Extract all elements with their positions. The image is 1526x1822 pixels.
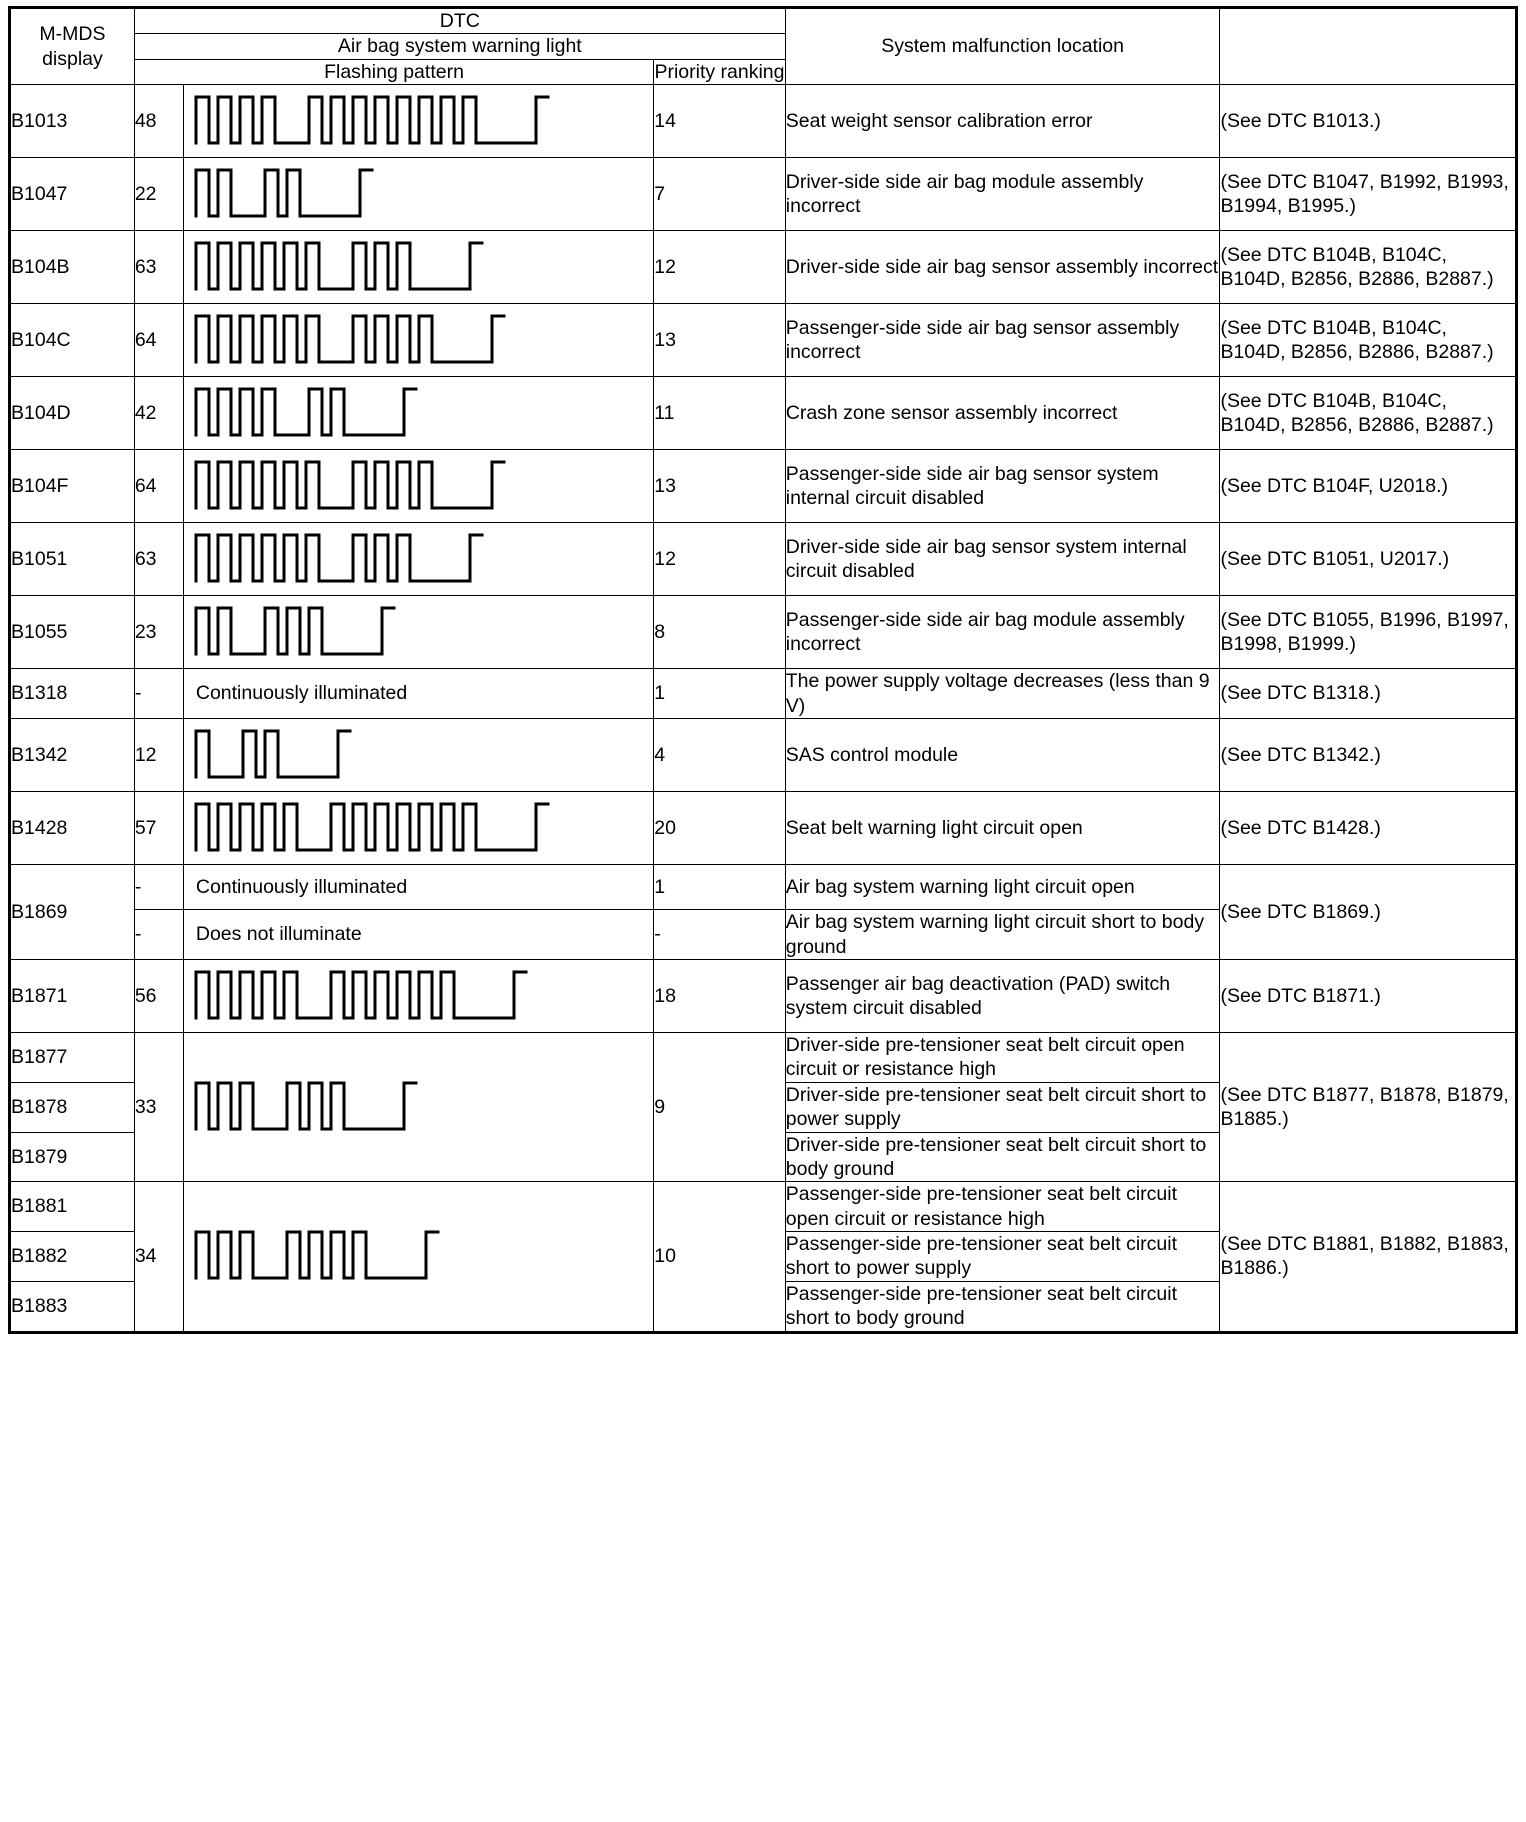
table-row xyxy=(10,523,1517,596)
dtc-code: B1055 xyxy=(10,596,135,669)
priority-ranking: 10 xyxy=(654,1182,786,1332)
malfunction-location: Air bag system warning light circuit open xyxy=(785,864,1220,909)
malfunction-location: Driver-side side air bag sensor system internal circuit disabled xyxy=(785,523,1220,596)
header-warning-light: Air bag system warning light xyxy=(134,34,785,59)
table-body xyxy=(10,85,1517,1332)
dtc-code: B104F xyxy=(10,450,135,523)
table-row xyxy=(10,85,1517,158)
table-row xyxy=(10,791,1517,864)
priority-ranking: 1 xyxy=(654,669,786,719)
reference-link: (See DTC B1881, B1882, B1883, B1886.) xyxy=(1220,1182,1517,1332)
table-row xyxy=(10,158,1517,231)
malfunction-location: Seat weight sensor calibration error xyxy=(785,85,1220,158)
reference-link: (See DTC B104B, B104C, B104D, B2856, B2886, B2887.) xyxy=(1220,231,1517,304)
priority-ranking: 7 xyxy=(654,158,786,231)
malfunction-location: Passenger air bag deactivation (PAD) switch system circuit disabled xyxy=(785,960,1220,1033)
flashing-pattern-cell xyxy=(183,304,653,377)
table-row xyxy=(10,1033,1517,1083)
flash-count: 33 xyxy=(134,1033,183,1182)
priority-ranking: 13 xyxy=(654,304,786,377)
malfunction-location: Crash zone sensor assembly incorrect xyxy=(785,377,1220,450)
malfunction-location: Driver-side pre-tensioner seat belt circuit short to body ground xyxy=(785,1132,1220,1182)
flash-count: 63 xyxy=(134,231,183,304)
flashing-pattern-cell xyxy=(183,669,653,719)
reference-link: (See DTC B1877, B1878, B1879, B1885.) xyxy=(1220,1033,1517,1182)
malfunction-location: Passenger-side pre-tensioner seat belt circuit open circuit or resistance high xyxy=(785,1182,1220,1232)
reference-link: (See DTC B104B, B104C, B104D, B2856, B2886, B2887.) xyxy=(1220,304,1517,377)
malfunction-location: Passenger-side pre-tensioner seat belt circuit short to power supply xyxy=(785,1232,1220,1282)
flash-count: - xyxy=(134,864,183,909)
table-row xyxy=(10,1182,1517,1232)
malfunction-location: Passenger-side side air bag sensor assembly incorrect xyxy=(785,304,1220,377)
dtc-code: B104B xyxy=(10,231,135,304)
flash-count: 57 xyxy=(134,791,183,864)
flashing-pattern-waveform xyxy=(184,719,653,791)
flash-count: 48 xyxy=(134,85,183,158)
flashing-pattern-text: Continuously illuminated xyxy=(195,682,408,705)
flashing-pattern-cell xyxy=(183,1033,653,1182)
header-priority-ranking: Priority ranking xyxy=(654,60,785,83)
flash-count: 42 xyxy=(134,377,183,450)
malfunction-location: Driver-side pre-tensioner seat belt circuit short to power supply xyxy=(785,1082,1220,1132)
flash-count: - xyxy=(134,910,183,960)
flashing-pattern-cell xyxy=(183,596,653,669)
flashing-pattern-waveform xyxy=(184,158,653,230)
malfunction-location: Air bag system warning light circuit short to body ground xyxy=(785,910,1220,960)
reference-link: (See DTC B104B, B104C, B104D, B2856, B2886, B2887.) xyxy=(1220,377,1517,450)
dtc-code: B1051 xyxy=(10,523,135,596)
flash-count: 64 xyxy=(134,304,183,377)
priority-ranking: 4 xyxy=(654,718,786,791)
dtc-code: B104D xyxy=(10,377,135,450)
dtc-code: B1869 xyxy=(10,864,135,959)
header-m-mds-display: M-MDS display xyxy=(10,8,135,85)
malfunction-location: Passenger-side side air bag module assembly incorrect xyxy=(785,596,1220,669)
reference-link: (See DTC B1871.) xyxy=(1220,960,1517,1033)
table-row xyxy=(10,596,1517,669)
flashing-pattern-cell xyxy=(183,791,653,864)
header-flashing-pattern: Flashing pattern xyxy=(134,59,653,84)
flashing-pattern-waveform xyxy=(184,85,653,157)
flashing-pattern-text: Continuously illuminated xyxy=(195,875,408,898)
reference-link: (See DTC B1013.) xyxy=(1220,85,1517,158)
malfunction-location: Driver-side side air bag sensor assembly incorrect xyxy=(785,231,1220,304)
table-row xyxy=(10,669,1517,719)
malfunction-location: Driver-side pre-tensioner seat belt circuit open circuit or resistance high xyxy=(785,1033,1220,1083)
flashing-pattern-waveform xyxy=(184,231,653,303)
table-row xyxy=(10,450,1517,523)
table-row xyxy=(10,304,1517,377)
flashing-pattern-cell xyxy=(183,523,653,596)
table-row xyxy=(10,864,1517,909)
reference-link: (See DTC B1051, U2017.) xyxy=(1220,523,1517,596)
flashing-pattern-waveform xyxy=(184,377,653,449)
dtc-code: B1318 xyxy=(10,669,135,719)
priority-ranking: 11 xyxy=(654,377,786,450)
table-row xyxy=(10,718,1517,791)
flashing-pattern-cell xyxy=(183,158,653,231)
flashing-pattern-waveform xyxy=(184,1071,653,1143)
flashing-pattern-waveform xyxy=(184,523,653,595)
dtc-code: B1881 xyxy=(10,1182,135,1232)
table-row xyxy=(10,377,1517,450)
dtc-code: B1882 xyxy=(10,1232,135,1282)
flashing-pattern-cell xyxy=(183,864,653,909)
flashing-pattern-cell xyxy=(183,960,653,1033)
malfunction-location: Driver-side side air bag module assembly incorrect xyxy=(785,158,1220,231)
dtc-code: B1013 xyxy=(10,85,135,158)
reference-link: (See DTC B1869.) xyxy=(1220,864,1517,959)
header-system-malfunction-location: System malfunction location xyxy=(785,8,1220,85)
flash-count: 34 xyxy=(134,1182,183,1332)
priority-ranking: 14 xyxy=(654,85,786,158)
header-reference xyxy=(1220,8,1517,85)
flash-count: 56 xyxy=(134,960,183,1033)
flash-count: 22 xyxy=(134,158,183,231)
malfunction-location: SAS control module xyxy=(785,718,1220,791)
malfunction-location: Seat belt warning light circuit open xyxy=(785,791,1220,864)
table-row xyxy=(10,960,1517,1033)
dtc-code: B1342 xyxy=(10,718,135,791)
malfunction-location: The power supply voltage decreases (less than 9 V) xyxy=(785,669,1220,719)
reference-link: (See DTC B1342.) xyxy=(1220,718,1517,791)
flash-count: 23 xyxy=(134,596,183,669)
priority-ranking: 9 xyxy=(654,1033,786,1182)
priority-ranking: 20 xyxy=(654,791,786,864)
priority-ranking: 18 xyxy=(654,960,786,1033)
table-row xyxy=(10,231,1517,304)
dtc-code: B1871 xyxy=(10,960,135,1033)
flashing-pattern-waveform xyxy=(184,596,653,668)
flashing-pattern-text: Does not illuminate xyxy=(195,923,362,946)
flashing-pattern-waveform xyxy=(184,450,653,522)
priority-ranking: - xyxy=(654,910,786,960)
dtc-code: B1883 xyxy=(10,1281,135,1332)
reference-link: (See DTC B104F, U2018.) xyxy=(1220,450,1517,523)
dtc-code: B104C xyxy=(10,304,135,377)
dtc-code: B1428 xyxy=(10,791,135,864)
flashing-pattern-waveform xyxy=(184,792,653,864)
dtc-code: B1877 xyxy=(10,1033,135,1083)
malfunction-location: Passenger-side side air bag sensor system internal circuit disabled xyxy=(785,450,1220,523)
reference-link: (See DTC B1318.) xyxy=(1220,669,1517,719)
priority-ranking: 8 xyxy=(654,596,786,669)
flash-count: 12 xyxy=(134,718,183,791)
dtc-code: B1878 xyxy=(10,1082,135,1132)
dtc-code: B1047 xyxy=(10,158,135,231)
flashing-pattern-waveform xyxy=(184,960,653,1032)
reference-link: (See DTC B1055, B1996, B1997, B1998, B1999.) xyxy=(1220,596,1517,669)
reference-link: (See DTC B1047, B1992, B1993, B1994, B1995.) xyxy=(1220,158,1517,231)
flashing-pattern-cell xyxy=(183,1182,653,1332)
flashing-pattern-waveform xyxy=(184,1220,653,1292)
table-header xyxy=(10,8,1517,85)
malfunction-location: Passenger-side pre-tensioner seat belt circuit short to body ground xyxy=(785,1281,1220,1332)
priority-ranking: 13 xyxy=(654,450,786,523)
reference-link: (See DTC B1428.) xyxy=(1220,791,1517,864)
priority-ranking: 12 xyxy=(654,231,786,304)
flashing-pattern-cell xyxy=(183,450,653,523)
flashing-pattern-cell xyxy=(183,718,653,791)
header-dtc: DTC xyxy=(134,8,785,34)
dtc-table xyxy=(8,6,1518,1334)
priority-ranking: 12 xyxy=(654,523,786,596)
flash-count: - xyxy=(134,669,183,719)
flashing-pattern-waveform xyxy=(184,304,653,376)
flashing-pattern-cell xyxy=(183,231,653,304)
dtc-code: B1879 xyxy=(10,1132,135,1182)
flashing-pattern-cell xyxy=(183,85,653,158)
flashing-pattern-cell xyxy=(183,910,653,960)
flash-count: 64 xyxy=(134,450,183,523)
flash-count: 63 xyxy=(134,523,183,596)
priority-ranking: 1 xyxy=(654,864,786,909)
flashing-pattern-cell xyxy=(183,377,653,450)
